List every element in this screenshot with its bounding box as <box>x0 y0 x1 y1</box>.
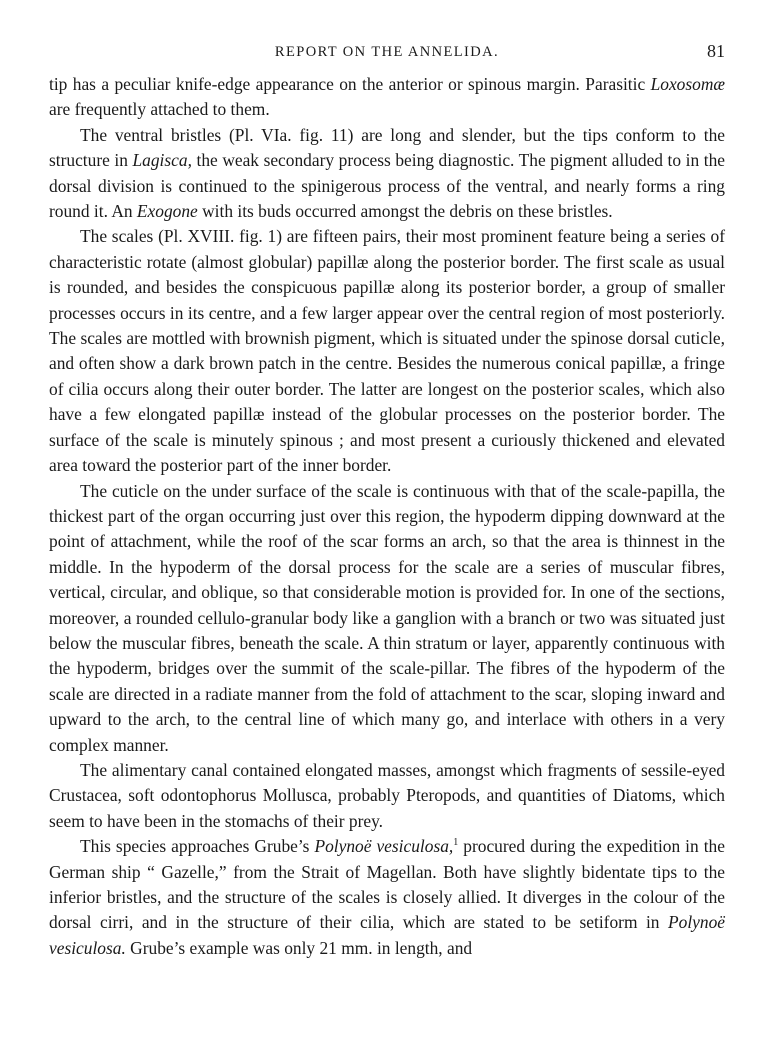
body-text <box>49 72 725 961</box>
text-run: are frequently attached to them. <box>49 99 270 120</box>
text-run: The ventral bristles (Pl. VIa. fig. 11) are long and slender, but the tips conform to the structure in <box>49 124 725 171</box>
text-run: The cuticle on the under surface of the scale is continuous with that of the scale-papilla, the thickest part of the organ occurring just over this region, the hypoderm dipping downward at the point of attachment, while the roof of the scar forms an arch, so that the area is thinnest in the middle. In the hypoderm of the dorsal process for the scale are a series of muscular fibres, vertical, circular, and oblique, so that considerable motion is provided for. In one of the sections, moreover, a rounded cellulo-granular body like a ganglion with a branch or two was situated just below the muscular fibres, beneath the scale. A thin stratum or layer, apparently continuous with the hypoderm, bridges over the summit of the scale-pillar. The fibres of the hypoderm of the scale are directed in a radiate manner from the fold of attachment to the scar, sloping inward and upward to the arch, to the central line of which many go, and interlace with others in a very complex manner. <box>49 480 725 755</box>
paragraph-p4 <box>49 479 725 758</box>
text-run: This species approaches Grube’s <box>80 836 315 857</box>
paragraph-p6 <box>49 834 725 961</box>
text-run: The alimentary canal contained elongated masses, amongst which fragments of sessile-eyed Crustacea, soft odontophorus Mollusca, probably Pteropods, and quantities of Diatoms, which seem to have been in the stomachs of their prey. <box>49 759 725 831</box>
footnote-ref: 1 <box>453 837 459 849</box>
text-run: The scales (Pl. XVIII. fig. 1) are fifteen pairs, their most prominent feature being a series of characteristic rotate (almost globular) papillæ along the posterior border. The first scale as usual is rounded, and besides the conspicuous papillæ along its posterior border, a group of smaller processes occurs in its centre, and a few larger appear over the central region of most posteriorly. The scales are mottled with brownish pigment, which is situated under the spinose dorsal cuticle, and often show a dark brown patch in the centre. Besides the numerous conical papillæ, a fringe of cilia occurs along their outer border. The latter are longest on the posterior scales, which also have a few elongated papillæ instead of the globular processes on the posterior border. The surface of the scale is minutely spinous ; and most present a curiously thickened and elevated area toward the posterior part of the inner border. <box>49 226 725 476</box>
paragraph-p1 <box>49 72 725 123</box>
text-run: Grube’s example was only 21 mm. in length, and <box>125 937 473 958</box>
paragraph-p5 <box>49 758 725 834</box>
running-head: REPORT ON THE ANNELIDA. <box>274 44 500 60</box>
italic-term: Exogone <box>136 201 198 222</box>
paragraph-p3 <box>49 224 725 478</box>
text-run: tip has a peculiar knife-edge appearance on the anterior or spinous margin. Parasitic <box>49 74 651 94</box>
page-header <box>49 42 725 72</box>
page-number: 81 <box>707 41 725 61</box>
text-run: procured during the expedition in the German ship “ Gazelle,” from the Strait of Magellan. Both have slightly bidentate tips to the inferior bristles, and the structure of the scales is closely allied. It diverges in the colour of the dorsal cirri, and in the structure of their cilia, which are stated to be setiform in <box>49 836 725 933</box>
text-run: the weak secondary process being diagnostic. The pigment alluded to in the dorsal division is continued to the spinigerous process of the ventral, and nearly forms a ring round it. An <box>49 150 725 222</box>
italic-term: Polynoë vesiculosa. <box>49 912 725 958</box>
paragraph-p2 <box>49 123 725 225</box>
italic-term: Loxosomæ <box>650 74 725 94</box>
italic-term: Polynoë vesiculosa, <box>314 836 454 857</box>
italic-term: Lagisca, <box>132 150 192 171</box>
text-run: with its buds occurred amongst the debris on these bristles. <box>197 201 613 222</box>
document-page <box>49 42 725 961</box>
